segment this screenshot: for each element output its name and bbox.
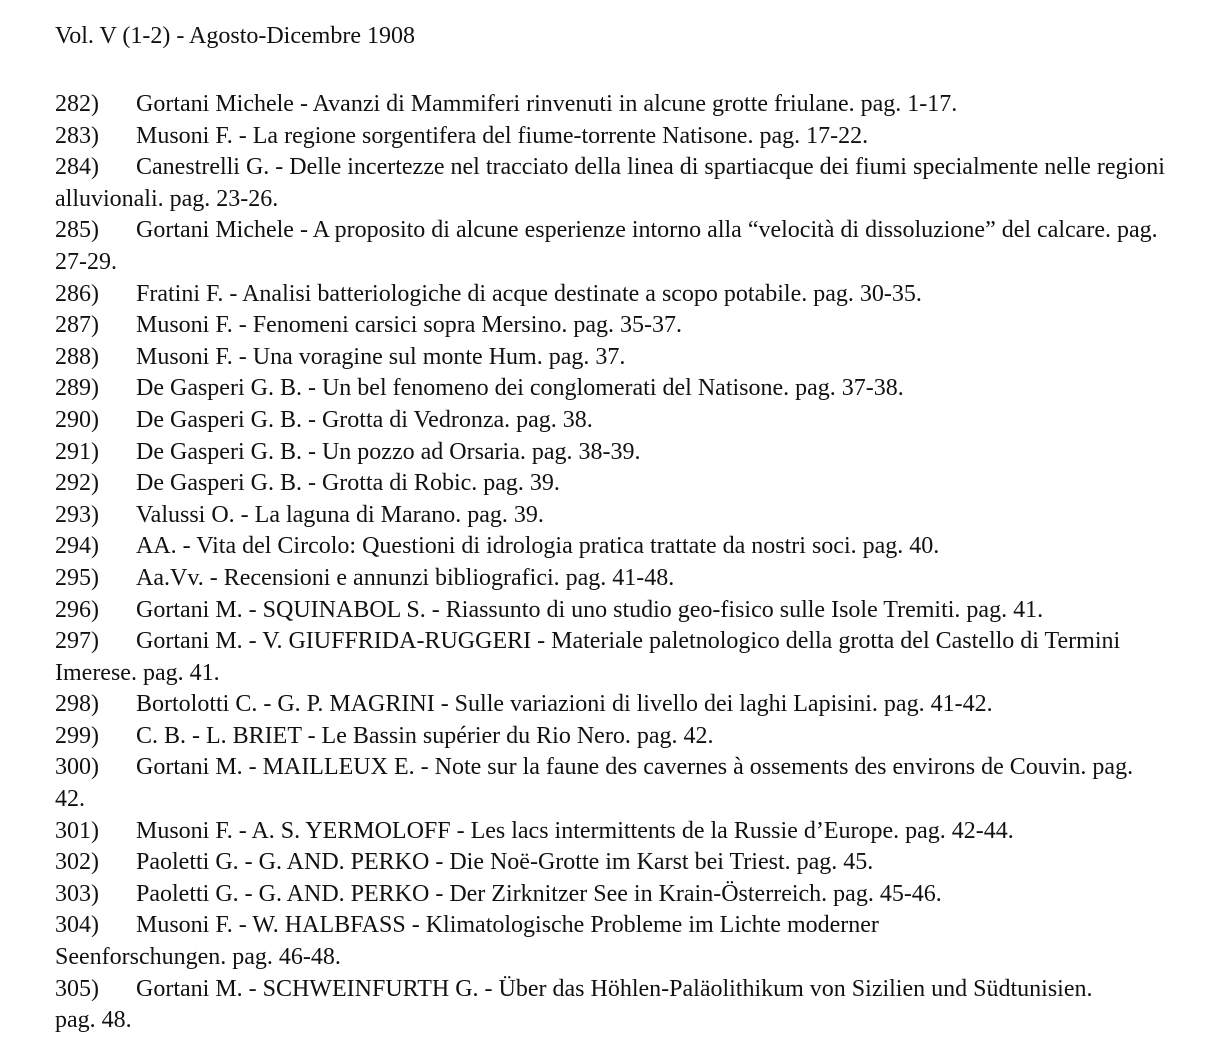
entry-text: Canestrelli G. - Delle incertezze nel tracciato della linea di spartiacque dei fiumi specialmente nelle regioni alluvionali. pag. 23-26. — [55, 154, 1165, 212]
list-item — [55, 626, 1175, 689]
entry-text: Gortani M. - MAILLEUX E. - Note sur la faune des cavernes à ossements des environs de Couvin. pag. 42. — [55, 754, 1134, 813]
list-item — [55, 910, 1015, 973]
list-item — [55, 152, 1170, 215]
entry-number: 295) — [55, 564, 99, 591]
list-item — [55, 373, 1195, 405]
entry-text: Aa.Vv. - Recensioni e annunzi bibliografici. pag. 41-48. — [136, 564, 675, 591]
entry-list — [55, 89, 1195, 1037]
entry-number: 290) — [55, 406, 99, 433]
entry-number: 297) — [55, 628, 99, 655]
entry-number: 283) — [55, 122, 99, 149]
list-item — [55, 310, 1195, 342]
entry-text: Musoni F. - La regione sorgentifera del fiume-torrente Natisone. pag. 17-22. — [136, 122, 869, 149]
entry-number: 291) — [55, 438, 99, 465]
list-item — [55, 752, 1135, 815]
list-item — [55, 721, 1195, 753]
entry-text: De Gasperi G. B. - Un bel fenomeno dei conglomerati del Natisone. pag. 37-38. — [136, 375, 904, 402]
entry-number: 293) — [55, 501, 99, 528]
entry-text: Musoni F. - A. S. YERMOLOFF - Les lacs intermittents de la Russie d’Europe. pag. 42-44. — [136, 817, 1014, 844]
list-item — [55, 689, 1195, 721]
entry-text: Fratini F. - Analisi batteriologiche di acque destinate a scopo potabile. pag. 30-35. — [136, 280, 922, 307]
entry-text: Gortani M. - SCHWEINFURTH G. - Über das Höhlen-Paläolithikum von Sizilien und Südtunisien. pag. 48. — [55, 975, 1093, 1034]
entry-text: C. B. - L. BRIET - Le Bassin supérier du Rio Nero. pag. 42. — [136, 722, 714, 749]
entry-text: Gortani Michele - Avanzi di Mammiferi rinvenuti in alcune grotte friulane. pag. 1-17. — [136, 91, 958, 117]
entry-text: De Gasperi G. B. - Grotta di Vedronza. pag. 38. — [136, 406, 593, 433]
list-item — [55, 279, 1195, 311]
entry-text: Bortolotti C. - G. P. MAGRINI - Sulle variazioni di livello dei laghi Lapisini. pag. 41-42. — [136, 691, 993, 718]
entry-number: 287) — [55, 312, 99, 339]
list-item — [55, 816, 1195, 848]
entry-number: 301) — [55, 817, 99, 844]
entry-number: 289) — [55, 375, 99, 402]
entry-number: 302) — [55, 849, 99, 876]
entry-number: 294) — [55, 533, 99, 560]
entry-text: Musoni F. - Fenomeni carsici sopra Mersino. pag. 35-37. — [136, 312, 682, 339]
list-item — [55, 121, 1195, 153]
entry-text: Gortani Michele - A proposito di alcune esperienze intorno alla “velocità di dissoluzione” del calcare. pag. 27-29. — [55, 217, 1158, 275]
entry-number: 284) — [55, 154, 99, 181]
list-item — [55, 405, 1195, 437]
list-item — [55, 89, 1195, 121]
entry-text: Musoni F. - Una voragine sul monte Hum. pag. 37. — [136, 343, 626, 370]
entry-number: 285) — [55, 217, 99, 244]
list-item — [55, 879, 1195, 911]
entry-text: Musoni F. - W. HALBFASS - Klimatologische Probleme im Lichte moderner Seenforschungen. pag. 46-48. — [55, 912, 879, 971]
list-item — [55, 437, 1195, 469]
entry-text: Paoletti G. - G. AND. PERKO - Der Zirknitzer See in Krain-Österreich. pag. 45-46. — [136, 880, 942, 907]
entry-number: 303) — [55, 880, 99, 907]
volume-heading: Vol. V (1-2) - Agosto-Dicembre 1908 — [55, 23, 415, 49]
entry-text: AA. - Vita del Circolo: Questioni di idrologia pratica trattate da nostri soci. pag. 40. — [136, 533, 940, 560]
entry-number: 292) — [55, 470, 99, 497]
entry-number: 288) — [55, 343, 99, 370]
entry-number: 298) — [55, 691, 99, 718]
list-item — [55, 215, 1170, 278]
entry-text: Valussi O. - La laguna di Marano. pag. 39. — [136, 501, 544, 528]
entry-number: 304) — [55, 912, 99, 939]
entry-text: Gortani M. - SQUINABOL S. - Riassunto di uno studio geo-fisico sulle Isole Tremiti. pag. 41. — [136, 596, 1044, 623]
entry-text: Paoletti G. - G. AND. PERKO - Die Noë-Grotte im Karst bei Triest. pag. 45. — [136, 849, 874, 876]
list-item — [55, 847, 1195, 879]
list-item — [55, 342, 1195, 374]
list-item — [55, 563, 1195, 595]
entry-number: 296) — [55, 596, 99, 623]
list-item — [55, 595, 1195, 627]
entry-number: 286) — [55, 280, 99, 307]
list-item — [55, 974, 1095, 1037]
list-item — [55, 500, 1195, 532]
entry-number: 282) — [55, 91, 99, 117]
list-item — [55, 468, 1195, 500]
document-page — [55, 20, 1195, 1037]
entry-number: 305) — [55, 975, 99, 1002]
entry-number: 300) — [55, 754, 99, 781]
entry-number: 299) — [55, 722, 99, 749]
list-item — [55, 531, 1195, 563]
entry-text: De Gasperi G. B. - Grotta di Robic. pag. 39. — [136, 470, 560, 497]
entry-text: Gortani M. - V. GIUFFRIDA-RUGGERI - Materiale paletnologico della grotta del Castello di Termini Imerese. pag. 41. — [55, 628, 1121, 686]
entry-text: De Gasperi G. B. - Un pozzo ad Orsaria. pag. 38-39. — [136, 438, 641, 465]
